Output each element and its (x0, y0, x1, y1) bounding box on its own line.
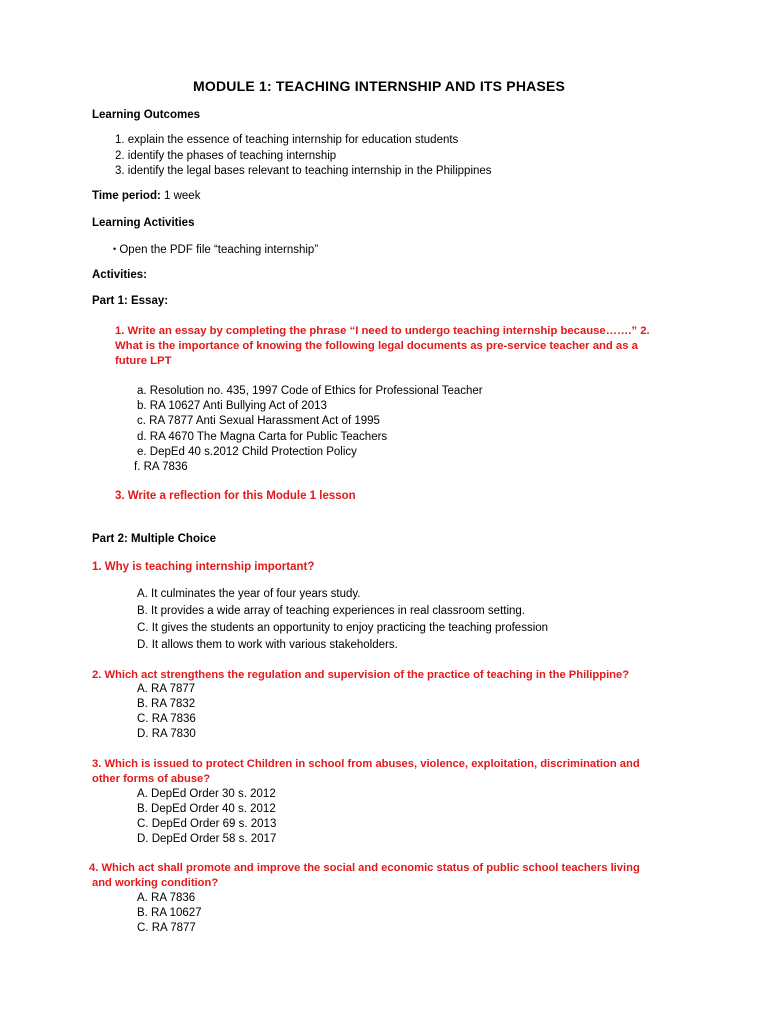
mc-option: D. RA 7830 (137, 728, 196, 740)
mc-option: A. RA 7877 (137, 683, 196, 695)
mc-option: C. RA 7836 (137, 713, 196, 725)
learning-activity-text: Open the PDF file “teaching internship” (119, 244, 319, 256)
mc-question: 2. Which act strengthens the regulation and supervision of the practice of teaching in the Philippine? (92, 669, 630, 681)
mc-option: C. It gives the students an opportunity to enjoy practicing the teaching profession (137, 622, 549, 634)
mc-option: A. RA 7836 (137, 892, 196, 904)
time-period (92, 189, 200, 204)
legal-document-item: c. RA 7877 Anti Sexual Harassment Act of 1995 (137, 415, 380, 427)
legal-document-item: e. DepEd 40 s.2012 Child Protection Policy (137, 446, 357, 458)
legal-document-item: f. RA 7836 (134, 461, 188, 473)
page-title: MODULE 1: TEACHING INTERNSHIP AND ITS PHASES (193, 78, 566, 94)
outcome-item: 1. explain the essence of teaching internship for education students (115, 134, 459, 146)
part1-heading: Part 1: Essay: (92, 295, 169, 307)
outcome-item: 2. identify the phases of teaching internship (115, 150, 337, 162)
legal-document-item: b. RA 10627 Anti Bullying Act of 2013 (137, 400, 327, 412)
mc-option: B. DepEd Order 40 s. 2012 (137, 803, 276, 815)
legal-document-item: a. Resolution no. 435, 1997 Code of Ethics for Professional Teacher (137, 385, 483, 397)
activities-heading: Activities: (92, 269, 147, 281)
mc-option: A. It culminates the year of four years study. (137, 588, 361, 600)
learning-outcomes-heading: Learning Outcomes (92, 109, 200, 121)
mc-question: 3. Which is issued to protect Children in school from abuses, violence, exploitation, discrimination and (92, 758, 640, 770)
mc-option: C. RA 7877 (137, 922, 196, 934)
reflection-question: 3. Write a reflection for this Module 1 lesson (115, 490, 356, 502)
mc-option: D. It allows them to work with various stakeholders. (137, 639, 398, 651)
mc-question: 1. Why is teaching internship important? (92, 561, 315, 573)
mc-question: 4. Which act shall promote and improve the social and economic status of public school teachers living (89, 862, 640, 874)
learning-activities-heading: Learning Activities (92, 217, 195, 229)
mc-option: B. It provides a wide array of teaching experiences in real classroom setting. (137, 605, 525, 617)
mc-option: B. RA 7832 (137, 698, 196, 710)
learning-activity-item (113, 242, 318, 258)
legal-document-item: d. RA 4670 The Magna Carta for Public Teachers (137, 431, 388, 443)
bullet-icon: • (113, 244, 117, 254)
mc-option: A. DepEd Order 30 s. 2012 (137, 788, 276, 800)
time-period-label: Time period: (92, 190, 161, 202)
essay-question-line: 1. Write an essay by completing the phrase “I need to undergo teaching internship because…….” 2. (115, 325, 650, 337)
mc-option: D. DepEd Order 58 s. 2017 (137, 833, 277, 845)
mc-option: C. DepEd Order 69 s. 2013 (137, 818, 277, 830)
mc-question: and working condition? (92, 877, 219, 889)
part2-heading: Part 2: Multiple Choice (92, 533, 216, 545)
mc-question: other forms of abuse? (92, 773, 211, 785)
essay-question-line: What is the importance of knowing the following legal documents as pre-service teacher and as a (115, 340, 638, 352)
mc-option: B. RA 10627 (137, 907, 202, 919)
essay-question-line: future LPT (115, 355, 172, 367)
time-period-value: 1 week (160, 190, 201, 202)
outcome-item: 3. identify the legal bases relevant to teaching internship in the Philippines (115, 165, 492, 177)
